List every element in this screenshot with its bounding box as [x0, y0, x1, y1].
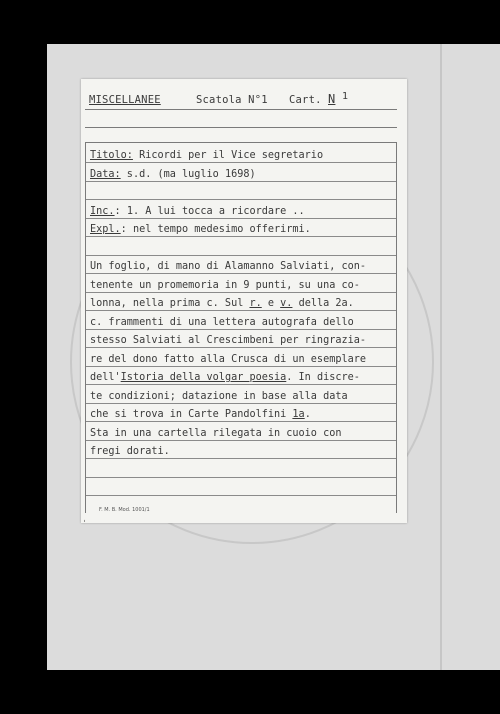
ruled-line	[86, 421, 396, 422]
ruled-box	[85, 142, 397, 513]
ruled-line	[86, 329, 396, 330]
description-text: .	[304, 409, 311, 420]
folder-number: 1	[342, 91, 349, 102]
folder-n: N	[328, 92, 336, 106]
ruled-line	[86, 218, 396, 219]
ruled-line	[86, 347, 396, 348]
description-line	[90, 298, 354, 309]
ruled-line	[86, 458, 396, 459]
box-label: Scatola N°1	[196, 94, 268, 106]
explicit-row	[90, 224, 311, 235]
recto-abbrev: r.	[249, 298, 262, 309]
description-text: della 2a.	[292, 298, 354, 309]
corner-tick: ˈ	[82, 519, 87, 528]
ruled-line	[86, 366, 396, 367]
ruled-line	[86, 440, 396, 441]
description-text: e	[261, 298, 281, 309]
title-row	[90, 150, 323, 161]
ruled-line	[86, 236, 396, 237]
description-line	[90, 409, 311, 420]
catalog-card	[81, 79, 407, 523]
description-line: fregi dorati.	[90, 446, 170, 457]
description-line: Un foglio, di mano di Alamanno Salviati, con-	[90, 261, 367, 272]
title-label: Titolo:	[90, 150, 133, 161]
incipit-row	[90, 206, 305, 217]
ruled-line	[86, 273, 396, 274]
description-line	[90, 372, 360, 383]
collection-label: MISCELLANEE	[89, 94, 161, 106]
ruled-line	[86, 255, 396, 256]
incipit-value: : 1. A lui tocca a ricordare ..	[114, 206, 305, 217]
ruled-line	[86, 477, 396, 478]
description-line: te condizioni; datazione in base alla data	[90, 391, 348, 402]
description-line: re del dono fatto alla Crusca di un esemplare	[90, 354, 367, 365]
explicit-label: Expl.	[90, 224, 121, 235]
ruled-line	[86, 162, 396, 163]
description-text: che si trova in Carte Pandolfini	[90, 409, 293, 420]
verso-abbrev: v.	[280, 298, 293, 309]
folder-reference: 1a	[292, 409, 305, 420]
folder-label: Cart.	[289, 94, 322, 106]
folder-fold	[440, 44, 442, 670]
form-code: F. M. B. Mod. 1001/1	[99, 507, 150, 513]
description-line: stesso Salviati al Crescimbeni per ringrazia-	[90, 335, 367, 346]
description-text: lonna, nella prima c. Sul	[90, 298, 250, 309]
ruled-line	[86, 181, 396, 182]
header-rule-2	[85, 127, 397, 128]
ruled-line	[86, 199, 396, 200]
ruled-line	[86, 495, 396, 496]
description-text: dell'	[90, 372, 121, 383]
header-rule-1	[85, 109, 397, 110]
incipit-label: Inc.	[90, 206, 115, 217]
description-line: Sta in una cartella rilegata in cuoio con	[90, 428, 342, 439]
title-value: Ricordi per il Vice segretario	[132, 150, 324, 161]
ruled-line	[86, 310, 396, 311]
date-row	[90, 169, 256, 180]
ruled-line	[86, 384, 396, 385]
description-line: c. frammenti di una lettera autografa dello	[90, 317, 354, 328]
description-text: . In discre-	[286, 372, 360, 383]
date-label: Data:	[90, 169, 121, 180]
explicit-value: : nel tempo medesimo offerirmi.	[120, 224, 311, 235]
work-title: Istoria della volgar poesia	[120, 372, 287, 383]
ruled-line	[86, 403, 396, 404]
date-value: s.d. (ma luglio 1698)	[120, 169, 256, 180]
description-line: tenente un promemoria in 9 punti, su una co-	[90, 280, 360, 291]
ruled-line	[86, 292, 396, 293]
